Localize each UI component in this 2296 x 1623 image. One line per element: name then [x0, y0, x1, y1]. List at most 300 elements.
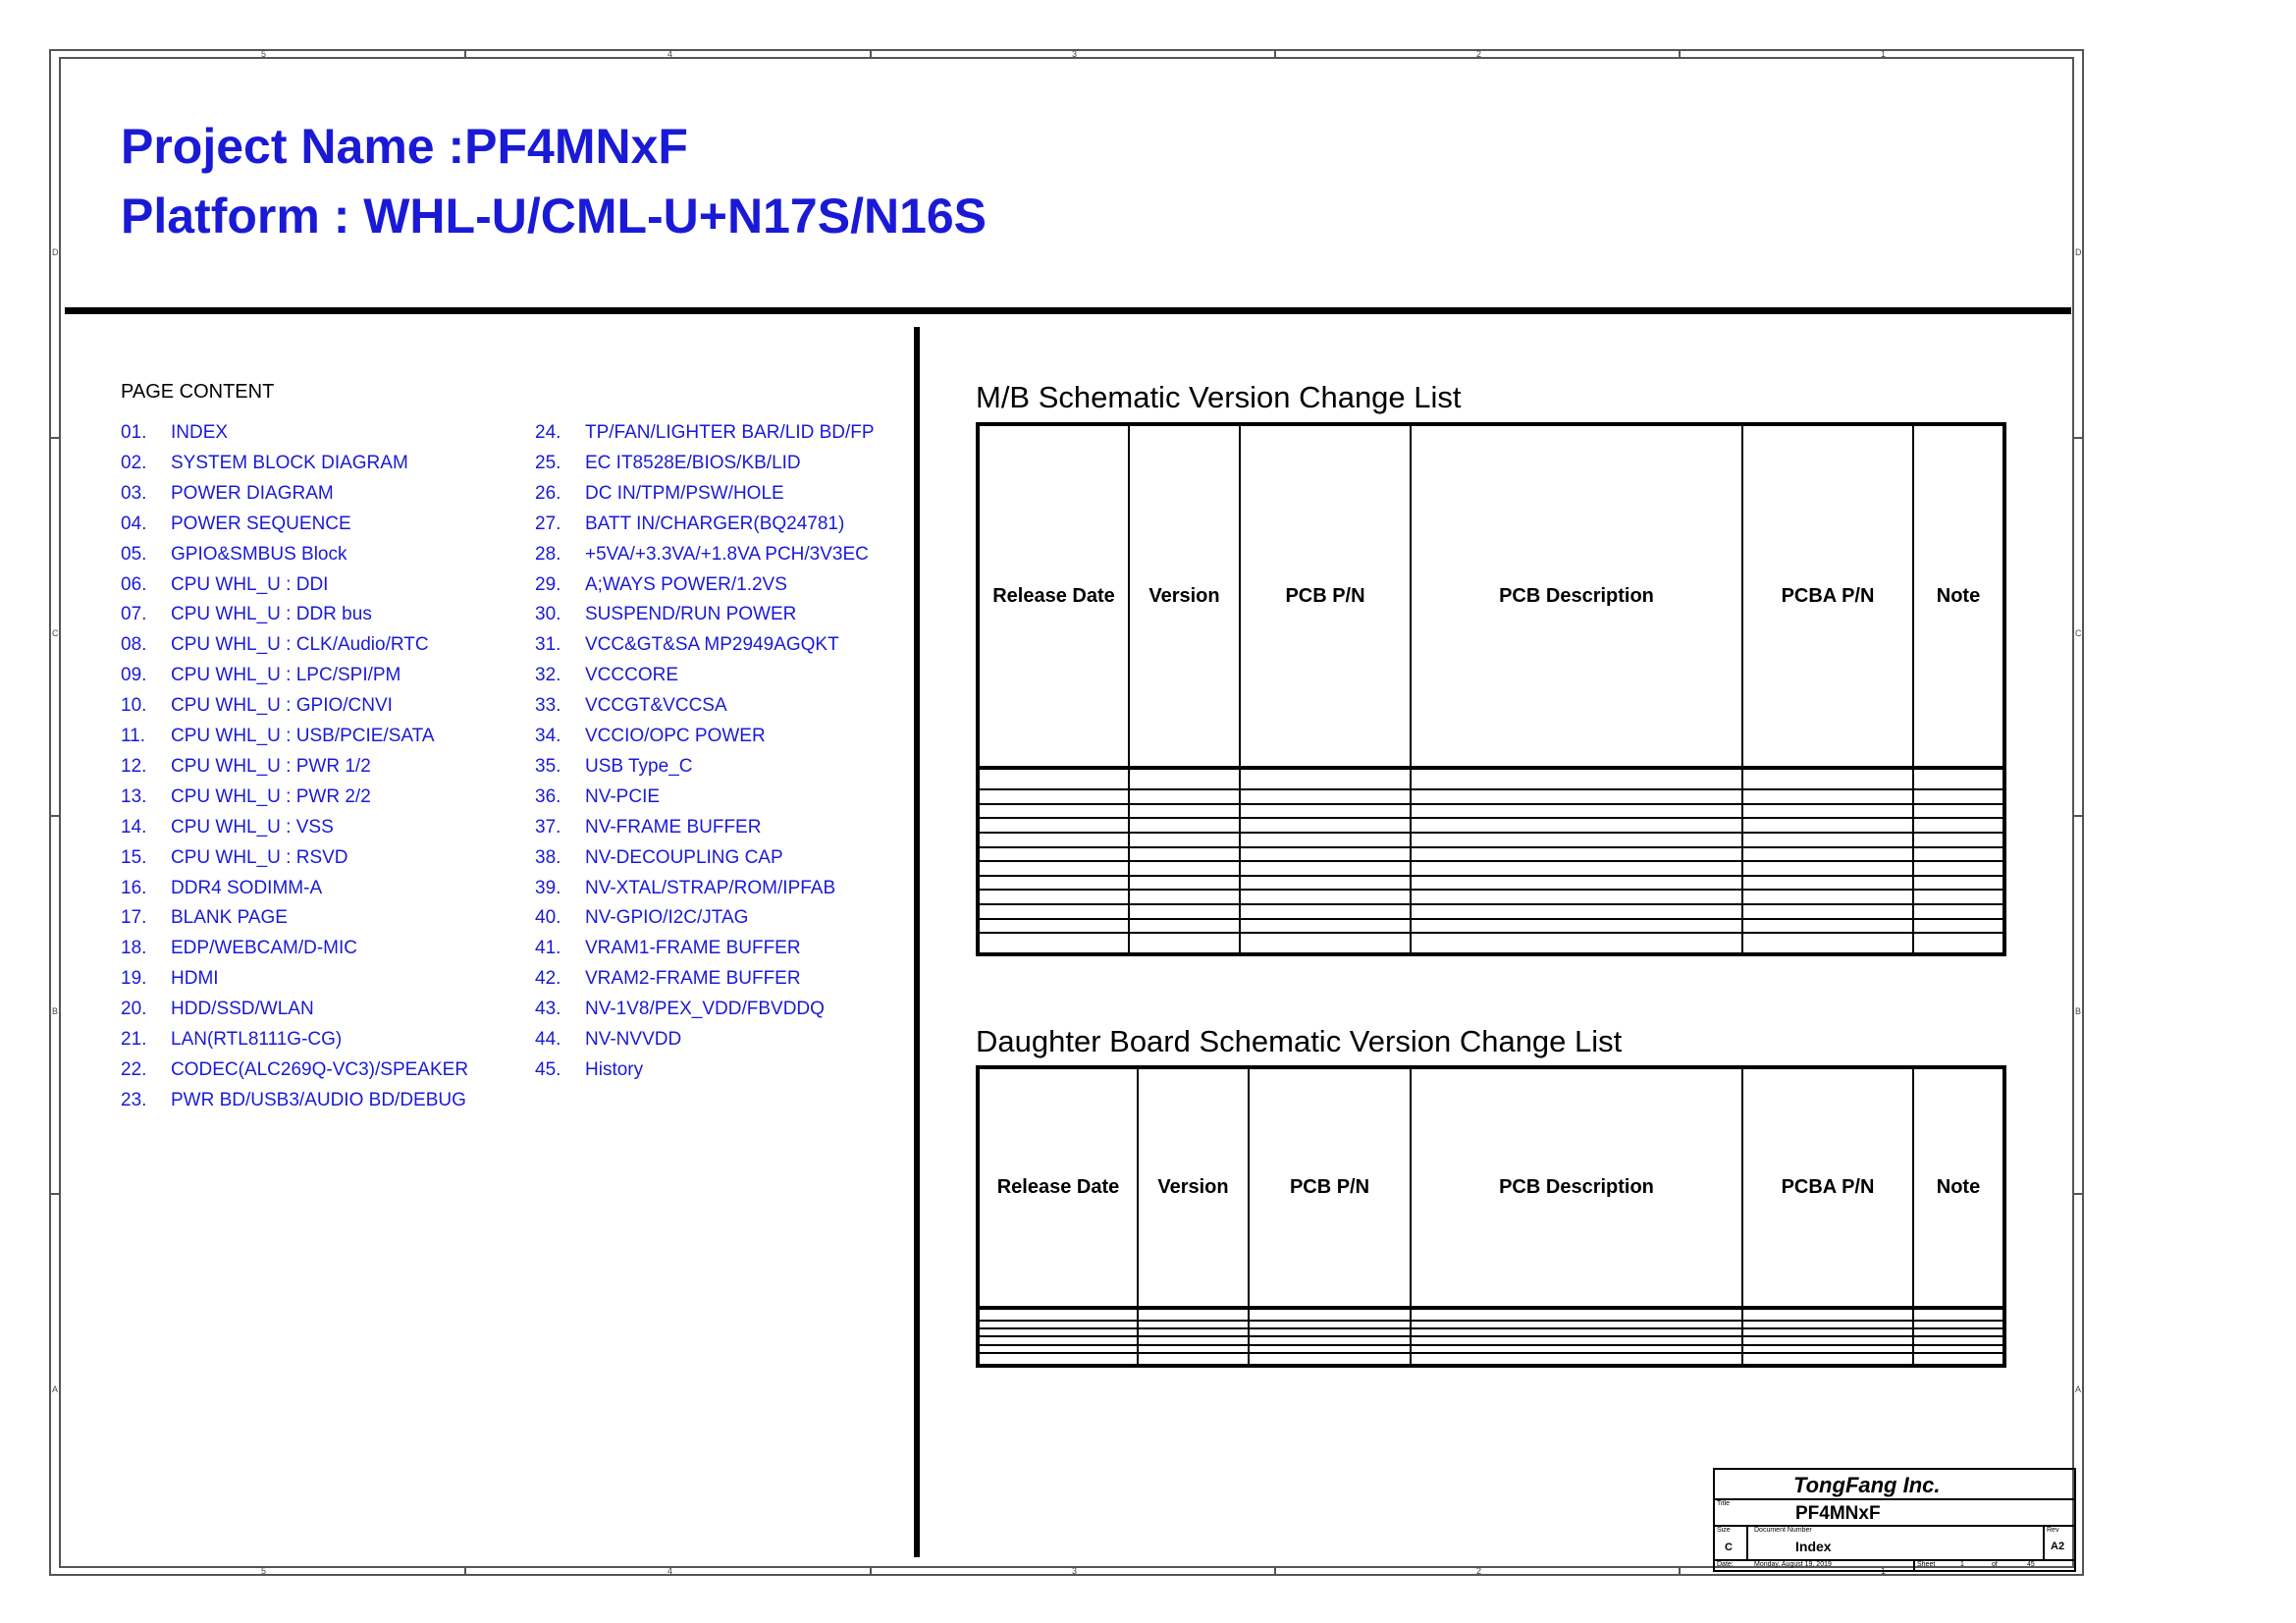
- header-divider: [65, 307, 2071, 314]
- page-content-number: 02.: [121, 452, 147, 473]
- page-content-title: NV-PCIE: [585, 785, 661, 807]
- table-cell: [1240, 847, 1411, 862]
- page-content-title: CPU WHL_U : LPC/SPI/PM: [171, 665, 401, 686]
- table-cell: [1411, 876, 1742, 891]
- table-row: [978, 1353, 2004, 1366]
- table-cell: [1411, 847, 1742, 862]
- table-cell: [1411, 1321, 1742, 1328]
- table-row: [978, 1345, 2004, 1353]
- page-content-title: BATT IN/CHARGER(BQ24781): [585, 513, 845, 534]
- table-cell: [1913, 861, 2004, 876]
- table-cell: [1240, 890, 1411, 904]
- page-content-title: CPU WHL_U : DDR bus: [171, 604, 372, 625]
- table-cell: [978, 890, 1129, 904]
- table-cell: [1913, 876, 2004, 891]
- page-content-number: 35.: [535, 755, 561, 777]
- table-cell: [1129, 890, 1240, 904]
- table-cell: [1411, 818, 1742, 833]
- page-content-title: VCC&GT&SA MP2949AGQKT: [585, 634, 839, 656]
- page-content-number: 09.: [121, 665, 147, 686]
- table-cell: [1742, 1336, 1913, 1344]
- page-content-item: [535, 422, 947, 446]
- page-content-number: 15.: [121, 846, 147, 868]
- table-cell: [1138, 1321, 1249, 1328]
- page-content-number: 03.: [121, 482, 147, 504]
- page-content-item: [535, 665, 947, 688]
- zone-row-label: A: [52, 1384, 59, 1394]
- table-cell: [1742, 1308, 1913, 1321]
- page-content-title: NV-FRAME BUFFER: [585, 816, 762, 838]
- page-content-title: LAN(RTL8111G-CG): [171, 1029, 343, 1050]
- table-cell: [1249, 1328, 1411, 1336]
- size-label: Size: [1717, 1527, 1731, 1534]
- page-content-heading: PAGE CONTENT: [121, 381, 275, 403]
- table-cell: [1742, 768, 1913, 789]
- table-cell: [978, 876, 1129, 891]
- table-cell: [1129, 861, 1240, 876]
- table-cell: [1411, 1328, 1742, 1336]
- page-content-item: [535, 817, 947, 840]
- zone-col-label: 2: [1476, 1566, 1482, 1576]
- table-cell: [1240, 789, 1411, 804]
- page-content-list-right: [535, 422, 928, 1109]
- table-cell: [1742, 847, 1913, 862]
- page-content-number: 43.: [535, 999, 561, 1020]
- title-label: Title: [1717, 1500, 1730, 1507]
- table-cell: [1129, 847, 1240, 862]
- zone-row-label: D: [52, 247, 59, 257]
- table-cell: [1742, 904, 1913, 919]
- page-content-title: NV-XTAL/STRAP/ROM/IPFAB: [585, 877, 836, 898]
- page-content-number: 40.: [535, 907, 561, 929]
- table-header-row: [978, 1067, 2004, 1308]
- page-content-item: [121, 422, 533, 446]
- page-content-number: 24.: [535, 422, 561, 443]
- page-content-item: [121, 1059, 533, 1083]
- page-content-item: [121, 453, 533, 476]
- project-name-title: Project Name :PF4MNxF: [121, 119, 688, 174]
- zone-row-label: B: [2075, 1006, 2082, 1016]
- column-header: PCB Description: [1411, 424, 1742, 768]
- zone-tick: [1679, 1567, 1681, 1576]
- sheet-label: Sheet: [1917, 1561, 1936, 1568]
- size-value: C: [1725, 1542, 1733, 1553]
- page-content-number: 05.: [121, 543, 147, 565]
- table-cell: [978, 1345, 1138, 1353]
- table-cell: [1742, 1353, 1913, 1366]
- sheet-total-value: 45: [2027, 1561, 2035, 1568]
- page-content-number: 33.: [535, 695, 561, 717]
- page-content-title: CPU WHL_U : PWR 2/2: [171, 785, 371, 807]
- page-content-item: [121, 786, 533, 810]
- page-content-number: 29.: [535, 573, 561, 595]
- zone-tick: [50, 815, 59, 817]
- table-cell: [978, 904, 1129, 919]
- page-content-number: 01.: [121, 422, 147, 443]
- table-cell: [1138, 1308, 1249, 1321]
- rev-label: Rev: [2047, 1527, 2059, 1534]
- table-cell: [1138, 1353, 1249, 1366]
- page-content-title: POWER DIAGRAM: [171, 482, 334, 504]
- page-content-title: History: [585, 1058, 644, 1080]
- page-content-title: +5VA/+3.3VA/+1.8VA PCH/3V3EC: [585, 543, 869, 565]
- table-cell: [1411, 861, 1742, 876]
- table-cell: [1742, 1328, 1913, 1336]
- table-row: [978, 1328, 2004, 1336]
- table-cell: [978, 833, 1129, 847]
- zone-tick: [2074, 437, 2083, 439]
- column-header: PCBA P/N: [1742, 1067, 1913, 1308]
- page-content-item: [535, 847, 947, 871]
- page-content-item: [121, 544, 533, 568]
- page-content-title: EC IT8528E/BIOS/KB/LID: [585, 452, 801, 473]
- page-content-item: [121, 847, 533, 871]
- page-content-number: 22.: [121, 1058, 147, 1080]
- table-cell: [1411, 789, 1742, 804]
- zone-tick: [464, 49, 466, 58]
- page-content-title: CODEC(ALC269Q-VC3)/SPEAKER: [171, 1058, 469, 1080]
- page-content-item: [535, 999, 947, 1022]
- page-content-item: [535, 786, 947, 810]
- table-cell: [1411, 890, 1742, 904]
- table-cell: [1913, 804, 2004, 819]
- page-content-item: [121, 999, 533, 1022]
- zone-tick: [2074, 1193, 2083, 1195]
- page-content-number: 44.: [535, 1029, 561, 1050]
- page-content-item: [121, 574, 533, 598]
- table-cell: [1411, 833, 1742, 847]
- zone-col-label: 5: [261, 1566, 267, 1576]
- page-content-title: NV-DECOUPLING CAP: [585, 846, 783, 868]
- document-number-label: Document Number: [1754, 1527, 1812, 1534]
- table-cell: [1913, 768, 2004, 789]
- table-cell: [1913, 933, 2004, 954]
- page-content-title: SUSPEND/RUN POWER: [585, 604, 797, 625]
- table-cell: [1249, 1336, 1411, 1344]
- table-cell: [1249, 1321, 1411, 1328]
- table-cell: [1129, 876, 1240, 891]
- page-content-item: [535, 907, 947, 931]
- table-cell: [1411, 919, 1742, 934]
- page-content-title: CPU WHL_U : USB/PCIE/SATA: [171, 726, 435, 746]
- page-content-title: VCCCORE: [585, 665, 679, 686]
- of-label: of: [1992, 1561, 1998, 1568]
- page-content-title: CPU WHL_U : VSS: [171, 816, 334, 838]
- page-content-number: 30.: [535, 604, 561, 625]
- page-content-number: 19.: [121, 968, 147, 990]
- page-content-number: 25.: [535, 452, 561, 473]
- page-content-title: CPU WHL_U : RSVD: [171, 846, 348, 868]
- table-cell: [1742, 1321, 1913, 1328]
- table-cell: [1913, 1308, 2004, 1321]
- mb-version-change-table: [976, 422, 2006, 956]
- table-cell: [1913, 818, 2004, 833]
- table-cell: [978, 1308, 1138, 1321]
- page-content-item: [535, 938, 947, 961]
- page-content-item: [535, 604, 947, 627]
- table-cell: [1411, 1308, 1742, 1321]
- page-content-title: NV-NVVDD: [585, 1029, 682, 1050]
- page-content-number: 11.: [121, 726, 146, 746]
- page-content-number: 27.: [535, 513, 561, 534]
- sheet-value: 1: [1960, 1561, 1964, 1568]
- table-cell: [1411, 933, 1742, 954]
- table-cell: [1411, 904, 1742, 919]
- table-cell: [1249, 1308, 1411, 1321]
- column-header: PCB P/N: [1249, 1067, 1411, 1308]
- page-content-title: CPU WHL_U : CLK/Audio/RTC: [171, 634, 429, 656]
- page-content-title: CPU WHL_U : PWR 1/2: [171, 755, 371, 777]
- table-row: [978, 833, 2004, 847]
- page-content-number: 06.: [121, 573, 147, 595]
- table-row: [978, 904, 2004, 919]
- page-content-title: A;WAYS POWER/1.2VS: [585, 573, 787, 595]
- page-content-item: [121, 634, 533, 658]
- zone-row-label: B: [52, 1006, 59, 1016]
- table-cell: [1240, 768, 1411, 789]
- page-content-title: VCCGT&VCCSA: [585, 695, 727, 717]
- table-cell: [1913, 1321, 2004, 1328]
- page-content-title: VCCIO/OPC POWER: [585, 726, 766, 746]
- zone-tick: [1679, 49, 1681, 58]
- table-cell: [1138, 1345, 1249, 1353]
- page-content-title: DC IN/TPM/PSW/HOLE: [585, 482, 784, 504]
- table-cell: [1411, 768, 1742, 789]
- table-cell: [1913, 833, 2004, 847]
- page-content-title: POWER SEQUENCE: [171, 513, 351, 534]
- column-header: PCBA P/N: [1742, 424, 1913, 768]
- page-content-title: NV-1V8/PEX_VDD/FBVDDQ: [585, 999, 825, 1020]
- table-cell: [978, 818, 1129, 833]
- page-content-item: [121, 665, 533, 688]
- zone-tick: [50, 1193, 59, 1195]
- page-content-item: [535, 1059, 947, 1083]
- table-row: [978, 1321, 2004, 1328]
- table-cell: [1240, 933, 1411, 954]
- zone-tick: [464, 1567, 466, 1576]
- page-content-number: 26.: [535, 482, 561, 504]
- table-row: [978, 861, 2004, 876]
- zone-col-label: 2: [1476, 49, 1482, 59]
- zone-tick: [870, 49, 872, 58]
- mb-table-title: M/B Schematic Version Change List: [976, 380, 1462, 414]
- table-cell: [1129, 904, 1240, 919]
- page-content-item: [121, 483, 533, 507]
- table-cell: [1411, 804, 1742, 819]
- table-cell: [1742, 876, 1913, 891]
- table-cell: [1129, 768, 1240, 789]
- page-content-title: PWR BD/USB3/AUDIO BD/DEBUG: [171, 1089, 466, 1110]
- page-content-item: [121, 695, 533, 719]
- table-cell: [1240, 804, 1411, 819]
- page-content-title: HDMI: [171, 968, 219, 990]
- table-cell: [1249, 1353, 1411, 1366]
- table-cell: [978, 1328, 1138, 1336]
- zone-tick: [2074, 815, 2083, 817]
- table-cell: [1742, 861, 1913, 876]
- page-content-item: [121, 1029, 533, 1053]
- page-content-item: [535, 483, 947, 507]
- page-content-number: 45.: [535, 1058, 561, 1080]
- zone-col-label: 3: [1072, 49, 1078, 59]
- column-header: Note: [1913, 424, 2004, 768]
- page-content-number: 12.: [121, 755, 147, 777]
- zone-col-label: 5: [261, 49, 267, 59]
- zone-tick: [870, 1567, 872, 1576]
- table-cell: [978, 933, 1129, 954]
- page-content-number: 37.: [535, 816, 561, 838]
- table-cell: [1240, 876, 1411, 891]
- db-table-title: Daughter Board Schematic Version Change List: [976, 1024, 1623, 1058]
- table-cell: [1249, 1345, 1411, 1353]
- table-cell: [978, 919, 1129, 934]
- page-content-title: BLANK PAGE: [171, 907, 288, 929]
- page-content-title: NV-GPIO/I2C/JTAG: [585, 907, 749, 929]
- column-header: Note: [1913, 1067, 2004, 1308]
- page-content-number: 42.: [535, 968, 561, 990]
- table-cell: [1742, 818, 1913, 833]
- table-cell: [1411, 1345, 1742, 1353]
- page-content-number: 14.: [121, 816, 147, 838]
- page-content-number: 20.: [121, 999, 147, 1020]
- table-cell: [1240, 919, 1411, 934]
- table-row: [978, 768, 2004, 789]
- page-content-number: 38.: [535, 846, 561, 868]
- page-content-item: [535, 1029, 947, 1053]
- table-header-row: [978, 424, 2004, 768]
- zone-row-label: D: [2075, 247, 2082, 257]
- page-content-item: [535, 544, 947, 568]
- page-content-item: [535, 574, 947, 598]
- page-content-title: TP/FAN/LIGHTER BAR/LID BD/FP: [585, 422, 875, 443]
- table-cell: [1742, 919, 1913, 934]
- table-cell: [1913, 919, 2004, 934]
- page-content-number: 16.: [121, 877, 147, 898]
- table-cell: [1240, 861, 1411, 876]
- zone-col-label: 1: [1881, 49, 1887, 59]
- table-cell: [978, 789, 1129, 804]
- table-cell: [1742, 804, 1913, 819]
- zone-col-label: 4: [667, 1566, 673, 1576]
- table-cell: [1742, 1345, 1913, 1353]
- table-row: [978, 804, 2004, 819]
- table-cell: [1129, 804, 1240, 819]
- page-content-item: [121, 817, 533, 840]
- table-cell: [1913, 1328, 2004, 1336]
- page-content-item: [121, 968, 533, 992]
- page-content-number: 08.: [121, 634, 147, 656]
- page-content-item: [121, 938, 533, 961]
- rev-value: A2: [2051, 1541, 2065, 1552]
- table-cell: [1913, 847, 2004, 862]
- table-cell: [1913, 1336, 2004, 1344]
- page-content-item: [121, 514, 533, 537]
- table-cell: [1913, 789, 2004, 804]
- page-content-item: [121, 756, 533, 780]
- page-content-item: [121, 604, 533, 627]
- table-cell: [1138, 1336, 1249, 1344]
- zone-tick: [50, 437, 59, 439]
- platform-title: Platform : WHL-U/CML-U+N17S/N16S: [121, 189, 988, 243]
- zone-col-label: 4: [667, 49, 673, 59]
- table-cell: [978, 804, 1129, 819]
- page-content-number: 41.: [535, 938, 561, 959]
- page-content-item: [121, 878, 533, 901]
- zone-row-label: C: [2075, 628, 2082, 638]
- table-row: [978, 818, 2004, 833]
- page-content-item: [121, 726, 533, 749]
- page-content-list-left: [121, 422, 513, 1109]
- page-content-number: 23.: [121, 1089, 147, 1110]
- page-content-title: CPU WHL_U : DDI: [171, 573, 329, 595]
- table-cell: [1913, 904, 2004, 919]
- table-cell: [1742, 789, 1913, 804]
- page-content-number: 17.: [121, 907, 147, 929]
- table-cell: [1913, 1345, 2004, 1353]
- table-cell: [978, 1321, 1138, 1328]
- page-content-title: SYSTEM BLOCK DIAGRAM: [171, 452, 408, 473]
- page-content-number: 21.: [121, 1029, 147, 1050]
- page-content-item: [535, 878, 947, 901]
- page-content-number: 32.: [535, 665, 561, 686]
- column-header: PCB Description: [1411, 1067, 1742, 1308]
- page-content-item: [535, 634, 947, 658]
- page-content-number: 31.: [535, 634, 561, 656]
- page-content-title: INDEX: [171, 422, 229, 443]
- page-content-item: [535, 726, 947, 749]
- zone-row-label: A: [2075, 1384, 2082, 1394]
- page-content-number: 18.: [121, 938, 147, 959]
- date-label: Date:: [1717, 1561, 1734, 1568]
- column-header: Release Date: [978, 424, 1129, 768]
- table-row: [978, 876, 2004, 891]
- table-cell: [1913, 1353, 2004, 1366]
- table-cell: [1742, 833, 1913, 847]
- table-cell: [978, 847, 1129, 862]
- table-cell: [1129, 818, 1240, 833]
- page-content-item: [535, 453, 947, 476]
- page-content-title: EDP/WEBCAM/D-MIC: [171, 938, 357, 959]
- table-cell: [1129, 833, 1240, 847]
- page-content-title: DDR4 SODIMM-A: [171, 877, 323, 898]
- table-row: [978, 933, 2004, 954]
- db-version-change-table: [976, 1065, 2006, 1368]
- table-cell: [978, 1336, 1138, 1344]
- table-row: [978, 847, 2004, 862]
- table-cell: [1129, 919, 1240, 934]
- table-cell: [1913, 890, 2004, 904]
- zone-col-label: 3: [1072, 1566, 1078, 1576]
- table-cell: [1742, 890, 1913, 904]
- page-content-title: CPU WHL_U : GPIO/CNVI: [171, 695, 393, 717]
- page-content-item: [535, 968, 947, 992]
- title-value: PF4MNxF: [1795, 1503, 1881, 1524]
- table-cell: [1240, 818, 1411, 833]
- page-content-item: [121, 1090, 533, 1113]
- zone-row-label: C: [52, 628, 59, 638]
- table-cell: [1129, 789, 1240, 804]
- column-header: Version: [1138, 1067, 1249, 1308]
- page-content-number: 36.: [535, 785, 561, 807]
- table-cell: [1742, 933, 1913, 954]
- zone-col-label: 1: [1881, 1566, 1887, 1576]
- company-name: TongFang Inc.: [1793, 1473, 1941, 1497]
- table-cell: [978, 768, 1129, 789]
- table-row: [978, 919, 2004, 934]
- zone-tick: [1274, 49, 1276, 58]
- page-content-number: 34.: [535, 726, 561, 746]
- table-cell: [1138, 1328, 1249, 1336]
